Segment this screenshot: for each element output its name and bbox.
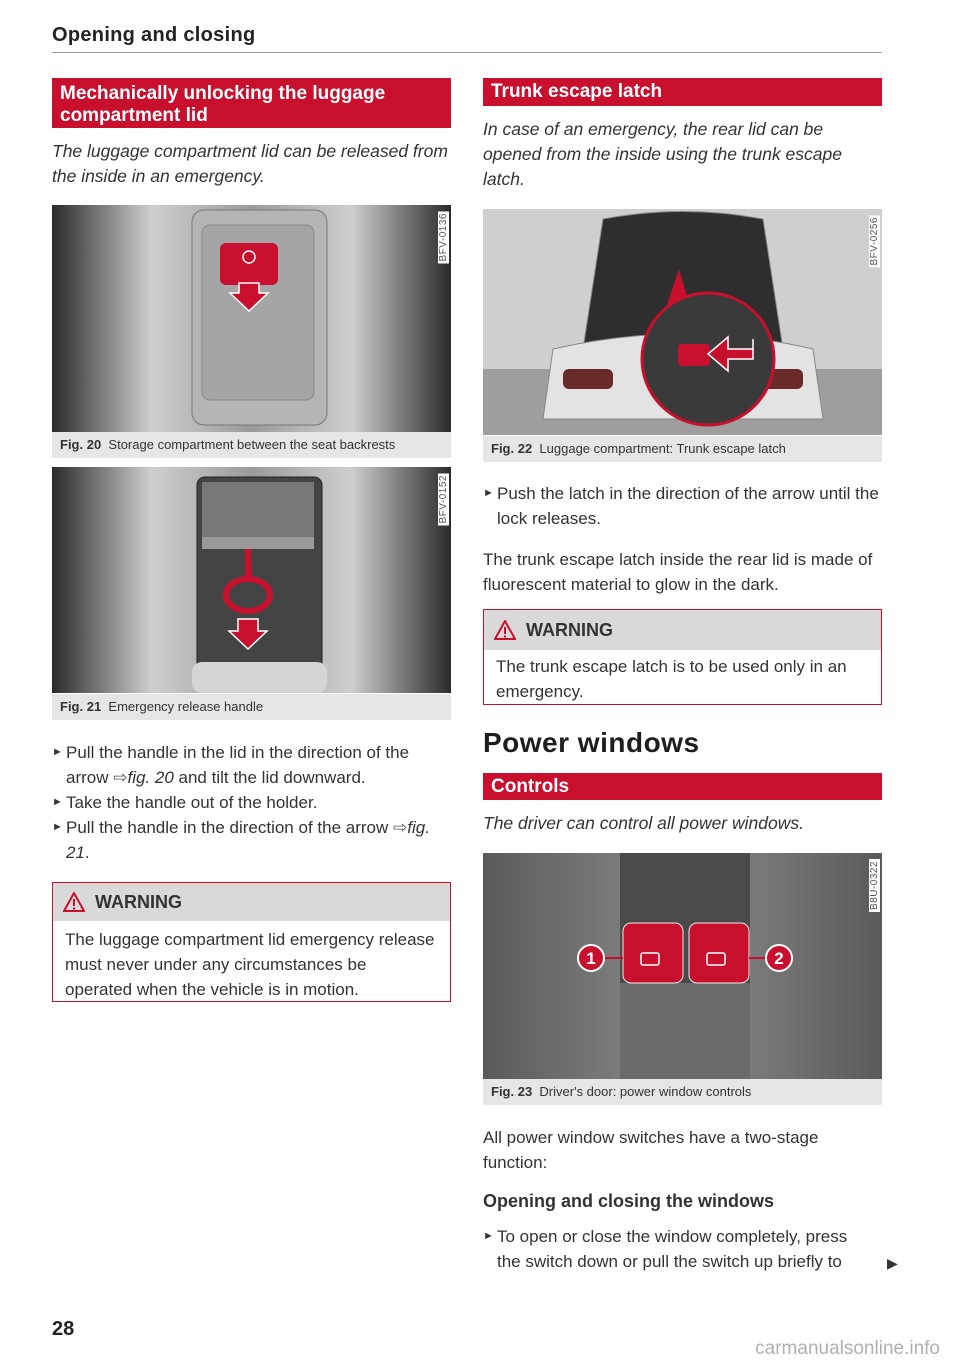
fig-21-link[interactable]: fig. 21 [66,818,430,862]
figure-23-id: B8U-0322 [869,861,880,911]
fig-20-link[interactable]: fig. 20 [127,768,174,787]
figure-21-caption-text: Emergency release handle [108,699,264,714]
figure-23-label: Fig. 23 [491,1084,533,1099]
power-windows-paragraph: All power window switches have a two-stage function: [483,1128,819,1172]
figure-20-image [52,205,451,432]
section-title-controls: Controls [483,773,882,800]
list-item: ► Take the handle out of the holder. [52,793,318,812]
list-item: ► Pull the handle in the direction of the arrow ⇨fig. 21. [52,818,430,862]
warning-box-luggage [52,882,451,1002]
figure-21-id: BFV-0152 [438,475,449,524]
page-header-title: Opening and closing [52,24,256,46]
trunk-step [483,481,882,531]
warning-header [53,883,450,921]
warning-text: The luggage compartment lid emergency release must never under any circumstances be operated when the vehicle is in motion. [65,930,435,999]
intro-trunk-escape: In case of an emergency, the rear lid can be opened from the inside using the trunk escape latch. [483,119,842,189]
figure-23-image [483,853,882,1079]
header-divider [52,52,882,53]
section-title-trunk-escape: Trunk escape latch [483,78,882,106]
figure-20-caption-text: Storage compartment between the seat backrests [108,437,396,452]
warning-triangle-icon [63,892,85,912]
figure-20-caption [52,432,451,458]
warning-box-trunk [483,609,882,705]
figure-20-id: BFV-0136 [438,213,449,262]
warning-title: WARNING [526,619,613,640]
intro-luggage-unlock: The luggage compartment lid can be released from the inside in an emergency. [52,141,448,186]
figure-22-image [483,209,882,435]
figure-21-image [52,467,451,693]
emergency-release-illustration [52,467,451,693]
warning-header [484,610,881,650]
warning-title: WARNING [95,891,182,912]
power-windows-step [483,1224,868,1274]
continue-arrow-icon: ▶ [887,1255,898,1271]
figure-22-caption [483,436,882,462]
list-item: ► To open or close the window completely, press the switch down or pull the switch up briefly to [483,1227,848,1271]
heading-opening-closing: Opening and closing the windows [483,1191,775,1211]
figure-22-label: Fig. 22 [491,441,533,456]
window-controls-illustration [483,853,882,1079]
watermark: carmanualsonline.info [755,1338,940,1359]
trunk-paragraph: The trunk escape latch inside the rear lid is made of fluorescent material to glow in the dark. [483,550,873,594]
heading-power-windows: Power windows [483,727,700,758]
figure-20-label: Fig. 20 [60,437,102,452]
figure-21-caption [52,694,451,720]
figure-21-label: Fig. 21 [60,699,102,714]
figure-22-id: BFV-0256 [869,217,880,266]
callout-1-label: 1 [586,949,596,968]
figure-23-caption [483,1079,882,1105]
storage-compartment-illustration [52,205,451,432]
section-title-luggage-unlock: Mechanically unlocking the luggage compartment lid [52,78,451,128]
list-item: ► Push the latch in the direction of the arrow until the lock releases. [483,484,879,528]
warning-triangle-icon [494,620,516,640]
callout-2-label: 2 [774,949,784,968]
left-steps-list [52,740,451,865]
figure-23-caption-text: Driver's door: power window controls [539,1084,752,1099]
list-item: ► Pull the handle in the lid in the direction of the arrow ⇨fig. 20 and tilt the lid downward. [52,743,410,787]
figure-22-caption-text: Luggage compartment: Trunk escape latch [539,441,786,456]
page-number: 28 [52,1318,75,1340]
intro-controls: The driver can control all power windows. [483,813,804,833]
warning-text: The trunk escape latch is to be used only in an emergency. [496,657,847,701]
trunk-escape-illustration [483,209,882,435]
